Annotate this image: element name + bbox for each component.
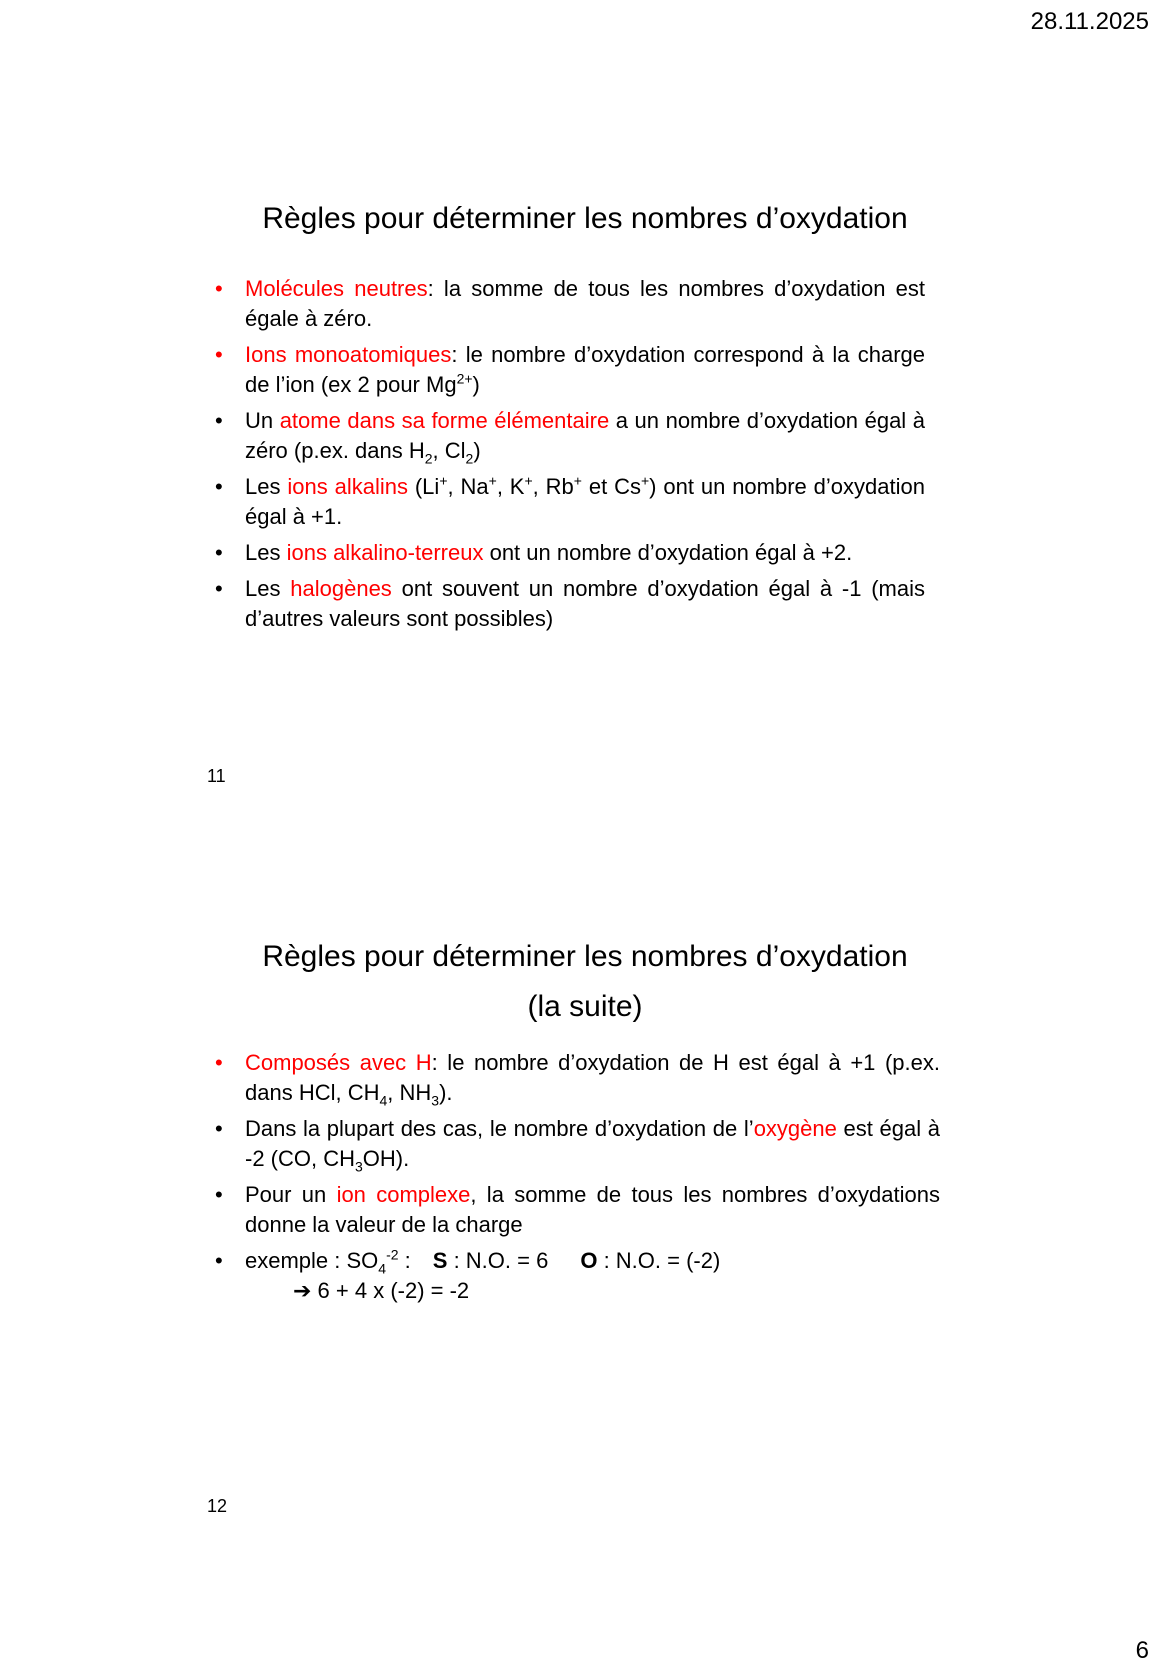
slide-12-number: 12 — [207, 1496, 228, 1516]
bullet-neutral-molecules: • Molécules neutres: la somme de tous les nombres d’oxydation est égale à zéro. — [205, 274, 925, 334]
slide-11-number: 11 — [207, 766, 226, 786]
bullet-oxygen: • Dans la plupart des cas, le nombre d’oxydation de l’oxygène est égal à -2 (CO, $CH_3OH$). — [205, 1114, 940, 1174]
bullet-example: • exemple : $SO_4^{-2}$ : S : N.O. = 6 O : N.O. = (-2) ➔ 6 + 4 x (-2) = -2 — [205, 1246, 940, 1306]
slide-12-title: Règles pour déterminer les nombres d’oxydation (la suite) — [262, 940, 908, 1023]
slide-12-bullet-list — [205, 1048, 940, 1312]
bullet-halogens: • Les halogènes ont souvent un nombre d’oxydation égal à -1 (mais d’autres valeurs sont possibles) — [205, 574, 925, 634]
bullet-alkali-ions: • Les ions alkalins (Li+, Na+, K+, Rb+ et Cs+) ont un nombre d’oxydation égal à +1. — [205, 472, 925, 532]
bullet-monoatomic-ions: • Ions monoatomiques: le nombre d’oxydation correspond à la charge de l’ion (ex 2 pour $Mg^{2+}$) — [205, 340, 925, 400]
header-date: 28.11.2025 — [1030, 8, 1149, 35]
bullet-elemental-atom: • Un atome dans sa forme élémentaire a un nombre d’oxydation égal à zéro (p.ex. dans $H_2$, $Cl_2$) — [205, 406, 925, 466]
slide-11-title: Règles pour déterminer les nombres d’oxydation — [262, 202, 908, 235]
bullet-complex-ion: • Pour un ion complexe, la somme de tous les nombres d’oxydations donne la valeur de la charge — [205, 1180, 940, 1240]
bullet-compounds-with-h: • Composés avec H: le nombre d’oxydation de H est égal à +1 (p.ex. dans HCl, $CH_4$, $NH_3$). — [205, 1048, 940, 1108]
example-result: ➔ 6 + 4 x (-2) = -2 — [293, 1278, 470, 1303]
page-number: 6 — [1135, 1637, 1149, 1664]
slide-11-bullet-list — [205, 274, 925, 640]
bullet-alkaline-earth-ions: • Les ions alkalino-terreux ont un nombre d’oxydation égal à +2. — [205, 538, 925, 568]
